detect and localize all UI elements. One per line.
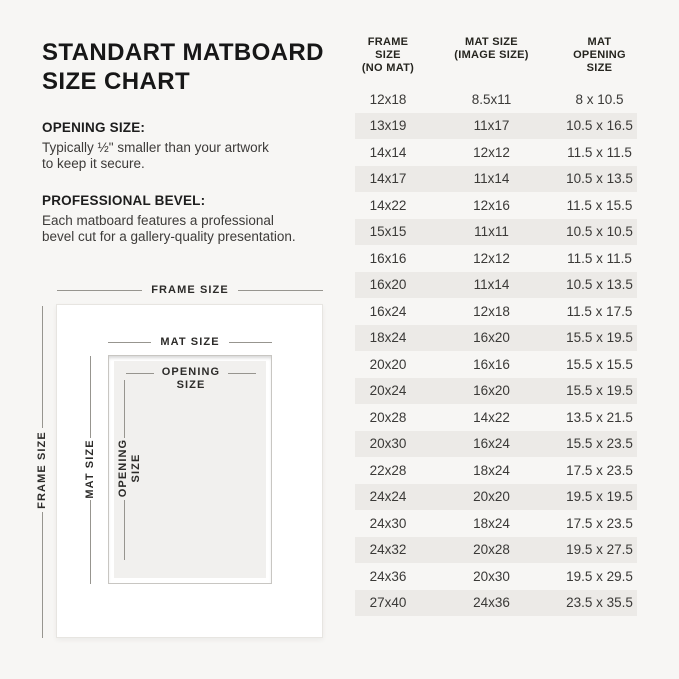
table-cell: 14x17 [369, 171, 407, 187]
table-cell: 11x14 [473, 171, 510, 187]
table-cell: 12x12 [473, 144, 510, 160]
table-row [355, 510, 637, 537]
professional-bevel-note [42, 193, 332, 244]
table-cell: 16x24 [473, 436, 510, 452]
table-cell: 14x22 [369, 197, 407, 213]
table-cell: 18x24 [473, 462, 510, 478]
table-cell: 19.5 x 19.5 [566, 489, 633, 505]
table-cell: 16x20 [369, 277, 407, 293]
table-cell: 16x24 [369, 303, 407, 319]
table-row [355, 113, 637, 140]
table-row [355, 378, 637, 405]
table-cell: 10.5 x 16.5 [566, 118, 633, 134]
table-cell: 15x15 [369, 224, 407, 240]
table-cell: 19.5 x 27.5 [566, 542, 633, 558]
table-cell: 20x20 [473, 489, 510, 505]
frame-size-top-label: FRAME SIZE [151, 284, 229, 296]
table-row [355, 431, 637, 458]
guide-line [124, 380, 125, 438]
guide-line [229, 342, 272, 343]
table-cell: 11.5 x 17.5 [566, 303, 633, 319]
column-header-mat-opening-size: MAT OPENING SIZE [573, 36, 626, 74]
table-cell: 16x16 [473, 356, 510, 372]
table-cell: 14x14 [369, 144, 407, 160]
table-cell: 8.5x11 [471, 91, 512, 107]
table-body [355, 86, 637, 616]
guide-line [90, 356, 91, 438]
table-cell: 20x28 [369, 409, 407, 425]
table-cell: 20x20 [369, 356, 407, 372]
table-row [355, 139, 637, 166]
page-title [42, 38, 324, 96]
table-cell: 14x22 [473, 409, 510, 425]
table-cell: 15.5 x 19.5 [566, 383, 633, 399]
table-cell: 15.5 x 23.5 [566, 436, 633, 452]
table-cell: 24x36 [473, 595, 510, 611]
table-cell: 11x17 [473, 118, 510, 134]
page-title-line1: STANDART MATBOARD [42, 39, 324, 66]
table-cell: 12x18 [473, 303, 510, 319]
table-row [355, 404, 637, 431]
table-cell: 17.5 x 23.5 [566, 462, 633, 478]
table-cell: 18x24 [473, 515, 510, 531]
table-cell: 8 x 10.5 [575, 91, 624, 107]
table-header [355, 36, 637, 75]
table-cell: 16x20 [473, 330, 510, 346]
table-cell: 20x28 [473, 542, 510, 558]
table-row [355, 457, 637, 484]
opening-size-heading: OPENING SIZE: [42, 120, 146, 135]
table-row [355, 166, 637, 193]
table-row [355, 86, 637, 113]
guide-line [124, 500, 125, 560]
table-cell: 20x30 [473, 568, 510, 584]
table-cell: 10.5 x 13.5 [566, 277, 633, 293]
mat-size-top-label: MAT SIZE [160, 336, 220, 348]
table-cell: 16x16 [369, 250, 407, 266]
table-row [355, 325, 637, 352]
table-cell: 19.5 x 29.5 [566, 568, 633, 584]
guide-line [228, 373, 256, 374]
table-cell: 10.5 x 10.5 [566, 224, 633, 240]
guide-line [42, 306, 43, 428]
table-cell: 17.5 x 23.5 [566, 515, 633, 531]
opening-size-note [42, 120, 332, 171]
table-cell: 12x16 [473, 197, 510, 213]
table-cell: 11x11 [474, 224, 509, 240]
professional-bevel-heading: PROFESSIONAL BEVEL: [42, 193, 206, 208]
table-cell: 12x18 [369, 91, 407, 107]
table-row [355, 351, 637, 378]
opening-size-top-guide [126, 366, 256, 392]
table-cell: 20x24 [369, 383, 407, 399]
table-cell: 15.5 x 19.5 [566, 330, 633, 346]
table-cell: 13x19 [369, 118, 407, 134]
table-row [355, 245, 637, 272]
table-cell: 20x30 [369, 436, 407, 452]
guide-line [57, 290, 142, 291]
guide-line [90, 500, 91, 584]
guide-line [126, 373, 154, 374]
table-cell: 22x28 [369, 462, 407, 478]
table-cell: 24x32 [369, 542, 407, 558]
frame-size-top-guide [57, 283, 323, 297]
table-cell: 13.5 x 21.5 [566, 409, 633, 425]
table-cell: 27x40 [369, 595, 407, 611]
table-cell: 11x14 [473, 277, 510, 293]
table-cell: 11.5 x 15.5 [566, 197, 633, 213]
page-title-line2: SIZE CHART [42, 68, 190, 95]
table-cell: 10.5 x 13.5 [566, 171, 633, 187]
mat-size-top-guide [108, 335, 272, 349]
guide-line [42, 512, 43, 638]
table-row [355, 537, 637, 564]
opening-size-side-label: OPENING SIZE [117, 438, 142, 498]
table-row [355, 590, 637, 617]
table-row [355, 192, 637, 219]
professional-bevel-body: Each matboard features a professional bevel cut for a gallery-quality presentation. [42, 213, 296, 244]
table-cell: 12x12 [473, 250, 510, 266]
table-cell: 15.5 x 15.5 [566, 356, 633, 372]
column-header-frame-size: FRAME SIZE (NO MAT) [361, 36, 415, 74]
table-cell: 24x36 [369, 568, 407, 584]
table-cell: 24x24 [369, 489, 407, 505]
guide-line [238, 290, 323, 291]
table-row [355, 484, 637, 511]
table-cell: 18x24 [369, 330, 407, 346]
table-cell: 16x20 [473, 383, 510, 399]
frame-size-side-label: FRAME SIZE [36, 431, 48, 509]
opening-size-body: Typically ½" smaller than your artwork to keep it secure. [42, 140, 269, 171]
opening-size-top-label: OPENING SIZE [161, 366, 221, 391]
table-row [355, 298, 637, 325]
table-cell: 24x30 [369, 515, 407, 531]
table-row [355, 219, 637, 246]
column-header-mat-size: MAT SIZE (IMAGE SIZE) [454, 36, 529, 61]
guide-line [108, 342, 151, 343]
table-row [355, 563, 637, 590]
table-row [355, 272, 637, 299]
mat-size-side-label: MAT SIZE [84, 439, 96, 499]
table-cell: 11.5 x 11.5 [567, 144, 632, 160]
table-cell: 11.5 x 11.5 [567, 250, 632, 266]
table-cell: 23.5 x 35.5 [566, 595, 633, 611]
